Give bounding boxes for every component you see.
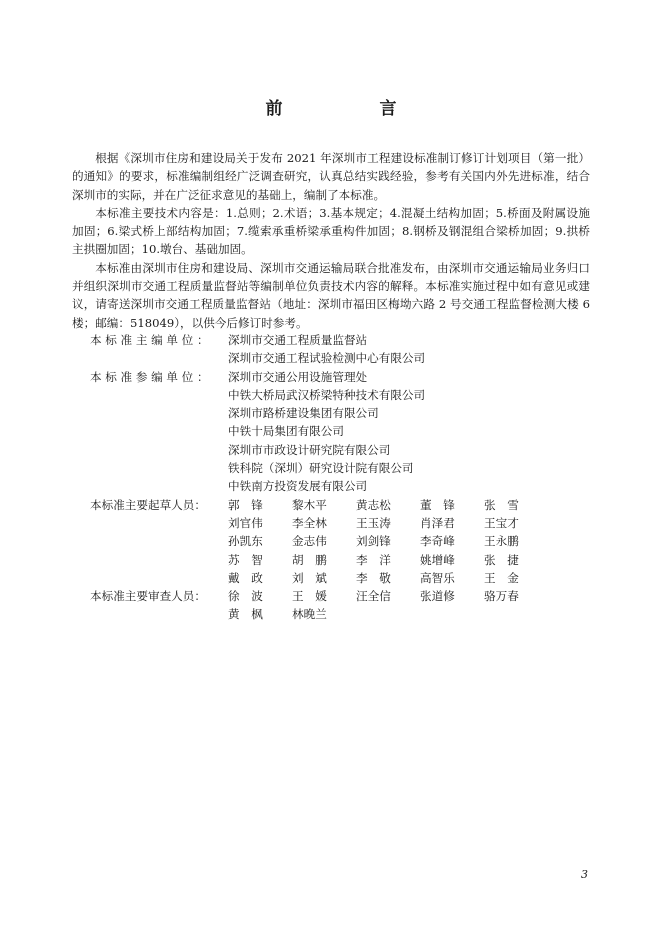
person-name: 李奇峰 <box>420 534 455 549</box>
person-name: 徐 波 <box>228 589 263 604</box>
reviewers-grid <box>228 587 592 624</box>
drafters-grid <box>228 496 592 587</box>
reviewers-block <box>72 587 592 624</box>
person-name: 黎木平 <box>292 497 327 512</box>
person-name: 张 捷 <box>484 552 519 567</box>
person-name: 董 锋 <box>420 497 455 512</box>
person-name: 王宝才 <box>484 515 519 530</box>
person-name: 王 金 <box>484 570 519 585</box>
person-name: 姚增峰 <box>420 552 455 567</box>
person-name: 张道修 <box>420 589 455 604</box>
unit-name: 中铁十局集团有限公司 <box>228 424 344 439</box>
drafters-block <box>72 496 592 587</box>
person-name: 李 洋 <box>356 552 391 567</box>
chief-editor-units <box>72 331 592 368</box>
person-name: 刘 斌 <box>292 570 327 585</box>
person-name: 黄志松 <box>356 497 391 512</box>
person-name: 金志伟 <box>292 534 327 549</box>
drafters-label: 本标准主要起草人员： <box>90 497 206 512</box>
unit-name: 深圳市交通工程质量监督站 <box>228 333 368 347</box>
credits-section <box>72 331 592 624</box>
person-name: 汪全信 <box>356 589 391 604</box>
person-name: 李 敬 <box>356 570 391 585</box>
person-name: 苏 智 <box>228 552 263 567</box>
participating-label: 本 标 准 参 编 单 位 ： <box>90 369 209 384</box>
page-number: 3 <box>581 868 588 881</box>
person-name: 肖泽君 <box>420 515 455 530</box>
person-name: 孙凯东 <box>228 534 263 549</box>
preface-body <box>72 149 590 332</box>
person-name: 黄 枫 <box>228 607 263 622</box>
person-name: 林晚兰 <box>292 607 327 622</box>
person-name: 李全林 <box>292 515 327 530</box>
person-name: 王玉涛 <box>356 515 391 530</box>
person-name: 王永鹏 <box>484 534 519 549</box>
unit-name: 中铁南方投资发展有限公司 <box>228 479 368 494</box>
chief-editor-label: 本 标 准 主 编 单 位 ： <box>90 333 209 347</box>
unit-name: 深圳市交通公用设施管理处 <box>228 369 368 384</box>
preface-paragraph: 本标准主要技术内容是：1.总则；2.术语；3.基本规定；4.混凝土结构加固；5.桥面及附属设施加固；6.梁式桥上部结构加固；7.缆索承重桥梁承重构件加固；8.钢桥及钢混组合梁桥加固；9.拱桥主拱圈加固；10.墩台、基础加固。 <box>72 205 590 257</box>
reviewers-label: 本标准主要审查人员： <box>90 589 206 604</box>
unit-name: 深圳市市政设计研究院有限公司 <box>228 442 391 457</box>
unit-name: 深圳市路桥建设集团有限公司 <box>228 406 379 421</box>
person-name: 骆万春 <box>484 589 519 604</box>
unit-name: 中铁大桥局武汉桥梁特种技术有限公司 <box>228 387 426 402</box>
chief-editor-list <box>228 331 592 368</box>
person-name: 张 雪 <box>484 497 519 512</box>
person-name: 胡 鹏 <box>292 552 327 567</box>
person-name: 戴 政 <box>228 570 263 585</box>
person-name: 郭 锋 <box>228 497 263 512</box>
preface-paragraph: 根据《深圳市住房和建设局关于发布 2021 年深圳市工程建设标准制订修订计划项目（第一批）的通知》的要求，标准编制组经广泛调查研究，认真总结实践经验，参考有关国内外先进标准，结合深圳市的实际，并在广泛征求意见的基础上，编制了本标准。 <box>72 151 590 202</box>
person-name: 刘官伟 <box>228 515 263 530</box>
person-name: 高智乐 <box>420 570 455 585</box>
person-name: 王 媛 <box>292 589 327 604</box>
page-title: 前 言 <box>265 99 437 119</box>
unit-name: 深圳市交通工程试验检测中心有限公司 <box>228 351 426 366</box>
unit-name: 铁科院（深圳）研究设计院有限公司 <box>228 461 414 476</box>
participating-list <box>228 368 592 496</box>
person-name: 刘剑锋 <box>356 534 391 549</box>
participating-units <box>72 368 592 496</box>
preface-paragraph: 本标准由深圳市住房和建设局、深圳市交通运输局联合批准发布，由深圳市交通运输局业务归口并组织深圳市交通工程质量监督站等编制单位负责技术内容的解释。本标准实施过程中如有意见或建议，请寄送深圳市交通工程质量监督站（地址：深圳市福田区梅坳六路 2 号交通工程监督检测大楼 6 楼；邮编：518049），以供今后修订时参考。 <box>72 260 590 330</box>
